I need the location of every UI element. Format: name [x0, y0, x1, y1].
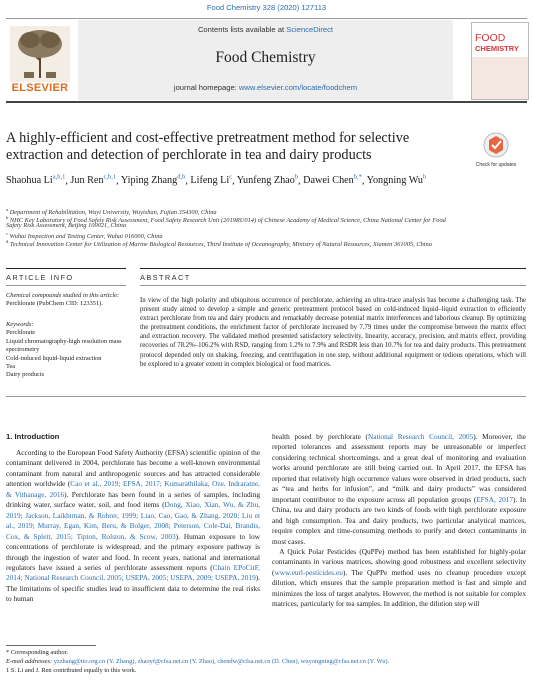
cover-title-food: FOOD: [475, 32, 506, 44]
affiliation-continued: Safety Risk Assessment, Beijing 100021, China: [6, 222, 127, 229]
footnote-rule: [6, 645, 96, 646]
contents-prefix: Contents lists available at: [197, 25, 287, 34]
author-list: Shaohua Li$^{a,b,1}$, Jun Ren$^{c,b,1}$, Yiping Zhang$^{d,b}$, Lifeng Li$^c$, Yunfeng Zhao$^b$, Dawei Chen$^{b,*}$, Yongning Wu$^b$: [6, 174, 427, 187]
article-title-line1: A highly-efficient and cost-effective pretreatment method for selective: [6, 130, 410, 146]
cover-title-chemistry: CHEMISTRY: [475, 44, 519, 53]
keyword: Liquid chromatography-high resolution mass: [6, 337, 122, 345]
body-text: ). Moreover, the reported tolerances and assessment reports may be unreasonable or imperfect considering technical shortcomings, and a great deal of monitoring and evaluation works around perchlorate are still being carried out. In April 2017, the EFSA has reported that relatively high occurrence values were observed in dried products, such as “tea and herbs for infusion”, and “milk and dairy products” was considered important contributor to the exposure across all population groups (: [272, 432, 526, 504]
footnote-emails: [6, 658, 526, 666]
compounds-heading: Chemical compounds studied in this article:: [6, 292, 120, 299]
footnote-equal-contribution: 1 S. Li and J. Ren contributed equally to this work.: [6, 667, 137, 674]
article-info-rule-top: [6, 268, 126, 269]
article-title: [6, 130, 446, 164]
introduction-heading: 1. Introduction: [6, 432, 60, 441]
author[interactable]: Shaohua Li$^{a,b,1}$: [6, 174, 66, 187]
affiliation: $^d$ Technical Innovation Center for Utilization of Marine Biological Resources, Third Institute of Oceanography, Ministry of Natural Resources, Xiamen 361005, China: [6, 239, 432, 249]
author[interactable]: Jun Ren$^{c,b,1}$: [70, 174, 117, 187]
keywords-block: [6, 321, 126, 380]
homepage-link[interactable]: www.elsevier.com/locate/foodchem: [238, 83, 358, 92]
affiliation: $^a$ Department of Rehabilitation, Wuyi University, Wuyishan, Fujian 354300, China: [6, 207, 217, 217]
affiliation: $^c$ Wuhai Inspection and Testing Center, Wuhai 016000, China: [6, 231, 163, 241]
body-text: ). The QuPPe method uses no cleanup procedure except dilution, which ensures that the sample preparation method is fast and simple and minimizes the loss of target analytes. However, the method is not suitable for complex matrices, particularly for tea samples. In addition, the dilution step will: [272, 567, 526, 609]
body-text: ). The limitations of specific studies lead to insufficient data to determine the real risks to human: [6, 573, 260, 604]
sciencedirect-link[interactable]: ScienceDirect: [286, 25, 334, 34]
abstract-rule-bottom: [6, 396, 526, 397]
affiliation: $^b$ NHC Key Laboratory of Food Safety Risk Assessment, Food Safety Research Unit (2019RU014) of Chinese Academy of Medical Science, China National Center for Food: [6, 215, 446, 225]
author[interactable]: Yunfeng Zhao$^b$: [236, 174, 299, 187]
keyword: Dairy products: [6, 371, 45, 379]
elsevier-wordmark: ELSEVIER: [11, 82, 69, 94]
check-for-updates-label: Check for updates: [475, 162, 517, 168]
compounds-block: [6, 292, 126, 309]
header-top-rule: [6, 18, 527, 19]
author[interactable]: Yongning Wu$^b$: [366, 174, 427, 187]
journal-homepage-line: [78, 83, 453, 92]
article-info-heading: ARTICLE INFO: [6, 273, 74, 282]
citation-link[interactable]: EFSA, 2017: [476, 494, 514, 504]
author[interactable]: Yiping Zhang$^{d,b}$: [120, 174, 186, 187]
author[interactable]: Dawei Chen$^{b,*}$: [303, 174, 362, 187]
cover-image-band: [472, 57, 528, 99]
running-header: Food Chemistry 328 (2020) 127113: [206, 3, 327, 12]
keywords-heading: Keywords:: [6, 321, 34, 328]
elsevier-tree-logo: [6, 22, 74, 82]
compounds-list: Perchlorate (PubChem CID: 123351).: [6, 300, 103, 308]
article-title-line2: extraction and detection of perchlorate in tea and dairy products: [6, 147, 372, 163]
article-info-rule: [6, 285, 126, 286]
citation-link[interactable]: National Research Council, 2005: [367, 432, 474, 441]
body-text: A Quick Polar Pesticides (QuPPe) method has been established for highly-polar contaminants in various matrices, showing good robustness and excellent selectivity (: [272, 546, 526, 577]
intro-column-right: [272, 432, 526, 610]
contents-line: [78, 25, 453, 34]
abstract-text: In view of the high polarity and ubiquitous occurrence of perchlorate, achieving an ultra-trace analysis has become a challenging task. The present study aimed to develop a simple and generic pretreatment protocol based on cold-induced liquid–liquid extraction to efficiently extract perchlorate from tea and dairy products and remarkably decrease potential matrix interferences and laborious cleanup. By optimizing the pretreatment conditions, the enrichment factor of perchlorate increased by 7.79 times under the compromise between the matrix effect and extraction recovery. The validated method presented satisfactory selectivity, linearity, accuracy, precision, and matrix effect, providing recoveries of 78.2%–106.2% with RSD, ranging from 1.2% to 7.9% and RSDR less than 10.7% for tea and dairy products. This pretreatment protocol depended only on shaking, freezing, and centrifugation in one step, without additional equipment or tedious operations, which will be explored to a greater extent in complex biological or food matrices.: [140, 297, 526, 368]
header-bottom-rule: [6, 101, 527, 103]
body-text: According to the European Food Safety Authority (EFSA) scientific opinion of the contaminant delivered in 2004, perchlorate has become a well-known environmental contaminant from natural and anthropogenic sources and has attracted considerable attention worldwide (: [6, 448, 260, 489]
journal-cover-thumbnail: [471, 22, 529, 100]
citation-link[interactable]: Cao et al., 2019; EFSA, 2017; Kumarathilaka, Oze, Indraratne, & Vithanage, 2016: [6, 479, 260, 499]
keyword: Perchlorate: [6, 329, 36, 337]
body-text: ). Human exposure to low concentrations of perchlorate is widespread, and the primary exposure pathway is through the ingestion of water and food. In recent years, national and international regulators have issued a series of perchlorate assessment reports (: [6, 531, 260, 572]
keyword: Tea: [6, 363, 16, 371]
citation-link[interactable]: Dong, Xiao, Xian, Wu, & Zhu, 2019; Jackson, Laikhtman, & Rohrer, 1999; Liao, Cao, Gao, & Zhang, 2020; Liu et al., 2019; Murray, Egan, Kim, Beru, & Bolger, 2008; Peterson, Cole-Dai, Brandis, Cox, & Splett, 2015; Tipton, Rolston, & Scow, 2003: [6, 500, 260, 541]
citation-link[interactable]: www.eurl-pesticides.eu: [274, 567, 343, 577]
abstract-rule: [140, 285, 526, 286]
keyword: spectrometry: [6, 346, 40, 354]
email-links[interactable]: yzzhang@tio.org.cn (Y. Zhang), zhaoyf@cfsa.net.cn (Y. Zhao), chendw@cfsa.net.cn (D. Chen), wuyongning@cfsa.net.cn (Y. Wu).: [53, 658, 390, 665]
keyword: Cold-induced liquid-liquid extraction: [6, 354, 102, 362]
abstract-rule-top: [140, 268, 526, 269]
footnote-corresponding: * Corresponding author.: [6, 649, 68, 656]
author[interactable]: Lifeng Li$^c$: [190, 174, 233, 187]
body-text: health posed by perchlorate (: [272, 432, 368, 441]
citation-link[interactable]: Chain EPoCitF, 2014; National Research Council, 2005; USEPA, 2005; USEPA, 2009; USEPA, 2019: [6, 562, 260, 583]
body-text: ). In China, tea and dairy products are two kinds of foods with high perchlorate exposure and high consumption. Tea and dairy products, two particular analytical matrices, require complex and time-consuming methods to purify and detect contaminants in most cases.: [272, 494, 526, 546]
homepage-prefix: journal homepage:: [173, 83, 239, 92]
journal-title: Food Chemistry: [215, 49, 316, 66]
intro-column-left: [6, 448, 260, 605]
abstract-heading: ABSTRACT: [140, 273, 191, 282]
body-text: ). Perchlorate has been found in a series of samples, including drinking water, surface water, soil, and food items (: [6, 489, 260, 510]
emails-label: E-mail addresses:: [6, 658, 54, 665]
